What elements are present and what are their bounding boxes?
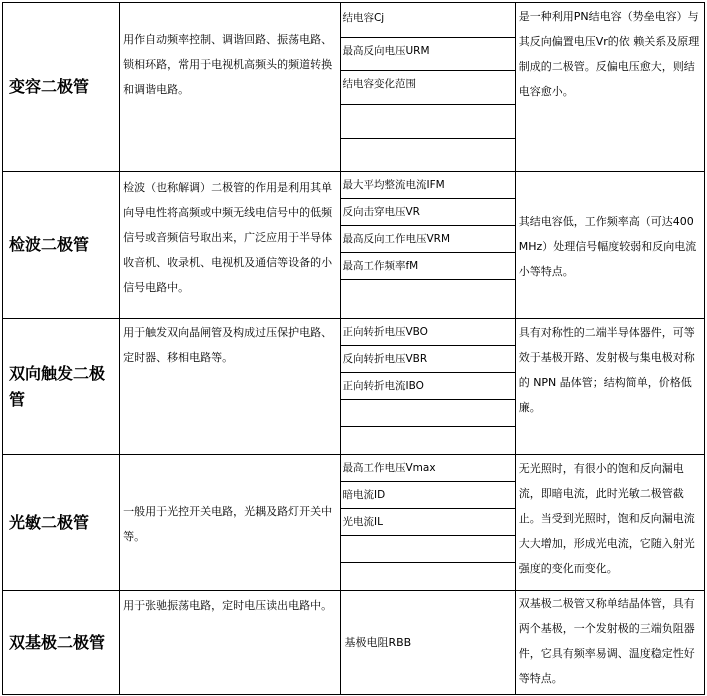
diode-name-cell <box>3 455 120 591</box>
param-item: 正向转折电压VBO <box>341 319 514 346</box>
diode-name: 双向触发二极管 <box>9 363 106 409</box>
param-item: 暗电流ID <box>341 482 514 509</box>
features-cell <box>515 172 704 319</box>
table-row <box>3 172 705 319</box>
diode-name: 检波二极管 <box>9 235 90 254</box>
param-item: 光电流IL <box>341 509 514 536</box>
param-item: 反向转折电压VBR <box>341 346 514 373</box>
features-cell <box>515 3 704 172</box>
usage-text: 用于触发双向晶闸管及构成过压保护电路、定时器、移相电路等。 <box>123 326 333 364</box>
params-cell <box>341 172 515 319</box>
params-cell <box>341 455 515 591</box>
usage-cell <box>120 591 341 695</box>
param-item: 正向转折电流IBO <box>341 373 514 400</box>
param-item <box>341 400 514 427</box>
param-item <box>341 427 514 454</box>
params-cell <box>341 591 515 695</box>
diode-name: 双基极二极管 <box>9 632 106 652</box>
param-item: 反向击穿电压VR <box>341 199 514 226</box>
param-item: 最高工作频率fM <box>341 253 514 280</box>
usage-text: 检波（也称解调）二极管的作用是利用其单向导电性将高频或中频无线电信号中的低频信号或音频信号取出来，广泛应用于半导体收音机、收录机、电视机及通信等设备的小信号电路中。 <box>123 181 333 294</box>
diode-name-cell <box>3 172 120 319</box>
table-row <box>3 591 705 695</box>
param-item: 结电容Cj <box>341 3 514 38</box>
diode-name-cell <box>3 319 120 455</box>
table-row <box>3 455 705 591</box>
param-item: 基极电阻RBB <box>344 636 412 649</box>
param-item: 最大平均整流电流IFM <box>341 172 514 199</box>
param-item <box>341 563 514 590</box>
usage-cell <box>120 455 341 591</box>
usage-text: 一般用于光控开关电路，光耦及路灯开关中等。 <box>123 505 333 543</box>
features-text: 其结电容低，工作频率高（可达400MHz）处理信号幅度较弱和反向电流小等特点。 <box>518 215 697 278</box>
features-text: 是一种利用PN结电容（势垒电容）与其反向偏置电压Vr的依 赖关系及原理制成的二极管。反偏电压愈大，则结电容愈小。 <box>518 10 700 98</box>
params-cell <box>341 3 515 172</box>
usage-cell <box>120 172 341 319</box>
features-cell <box>515 455 704 591</box>
param-item <box>341 280 514 318</box>
usage-cell <box>120 319 341 455</box>
param-item <box>341 139 514 171</box>
usage-text: 用作自动频率控制、调谐回路、振荡电路、锁相环路，常用于电视机高频头的频道转换和调谐电路。 <box>123 33 333 96</box>
diode-name-cell <box>3 3 120 172</box>
diode-name: 变容二极管 <box>9 77 90 96</box>
param-item: 最高反向工作电压VRM <box>341 226 514 253</box>
features-cell <box>515 591 704 695</box>
features-cell <box>515 319 704 455</box>
param-item: 最高工作电压Vmax <box>341 455 514 482</box>
param-item <box>341 536 514 563</box>
table-row <box>3 3 705 172</box>
param-item: 结电容变化范围 <box>341 71 514 105</box>
param-item: 最高反向电压URM <box>341 38 514 71</box>
table-row <box>3 319 705 455</box>
features-text: 双基极二极管又称单结晶体管，具有两个基极，一个发射极的三端负阻器件，它具有频率易调、温度稳定性好等特点。 <box>518 597 695 685</box>
features-text: 具有对称性的二端半导体器件，可等效于基极开路、发射极与集电极对称的 NPN 晶体管；结构简单，价格低廉。 <box>518 326 695 414</box>
params-cell <box>341 319 515 455</box>
usage-cell <box>120 3 341 172</box>
features-text: 无光照时，有很小的饱和反向漏电流，即暗电流，此时光敏二极管截止。当受到光照时，饱和反向漏电流大大增加，形成光电流，它随入射光强度的变化而变化。 <box>518 462 695 575</box>
usage-text: 用于张驰振荡电路，定时电压读出电路中。 <box>123 599 333 612</box>
diode-table <box>2 2 705 695</box>
param-item <box>341 105 514 139</box>
diode-name-cell <box>3 591 120 695</box>
diode-name: 光敏二极管 <box>9 512 90 532</box>
